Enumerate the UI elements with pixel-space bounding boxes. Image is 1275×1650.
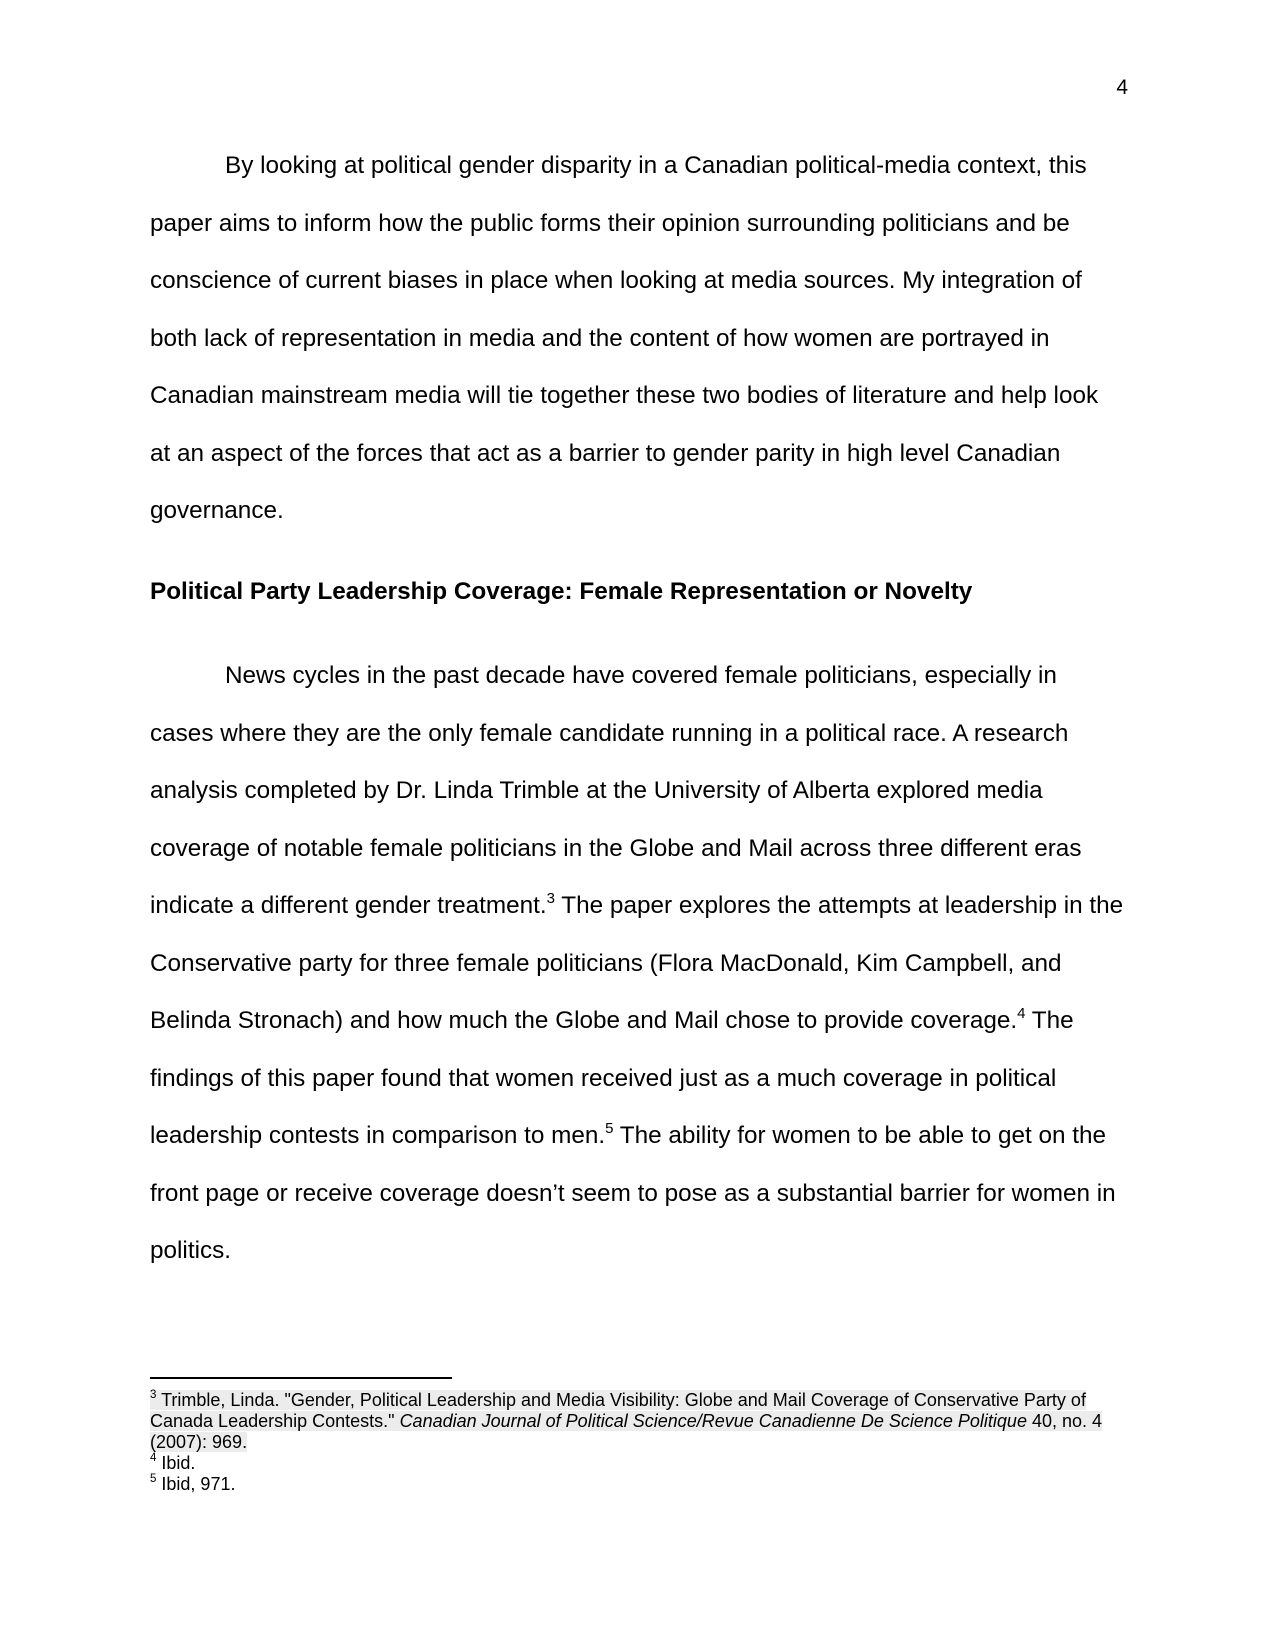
footnotes bbox=[150, 1390, 1125, 1495]
footnote-number: 3 bbox=[150, 1389, 157, 1401]
coverage-text-part2: The paper explores the attempts at leadership in the Conservative party for three female politicians (Flora MacDonald, Kim Campbell, and Belinda Stronach) and how much the Globe and Mail chose to provide coverage. bbox=[150, 892, 1124, 1034]
footnote-number: 5 bbox=[150, 1473, 157, 1485]
journal-title: Canadian Journal of Political Science/Revue Canadienne De Science Politique bbox=[399, 1411, 1027, 1431]
footnote-ref-3[interactable]: 3 bbox=[546, 889, 555, 907]
footnote-3-highlight bbox=[150, 1390, 1102, 1452]
footnote-text: Ibid. bbox=[156, 1453, 196, 1473]
intro-paragraph bbox=[150, 137, 1125, 540]
footnote-4 bbox=[150, 1453, 1125, 1474]
footnote-separator bbox=[150, 1377, 452, 1379]
footnote-ref-5[interactable]: 5 bbox=[605, 1119, 614, 1137]
footnote-3 bbox=[150, 1390, 1125, 1453]
footnote-text: 40, no. 4 (2007): 969. bbox=[150, 1411, 1103, 1452]
coverage-text-part3: The findings of this paper found that women received just as a much coverage in political leadership contests in comparison to men. bbox=[150, 1007, 1074, 1149]
footnote-text: Ibid, 971. bbox=[156, 1474, 236, 1494]
section-heading: Political Party Leadership Coverage: Female Representation or Novelty bbox=[150, 578, 973, 605]
coverage-paragraph bbox=[150, 647, 1125, 1280]
footnote-ref-4[interactable]: 4 bbox=[1017, 1004, 1026, 1022]
intro-paragraph-text: By looking at political gender disparity in a Canadian political-media context, this paper aims to inform how the public forms their opinion surrounding politicians and be conscience of current biases in place when looking at media sources. My integration of both lack of representation in media and the content of how women are portrayed in Canadian mainstream media will tie together these two bodies of literature and help look at an aspect of the forces that act as a barrier to gender parity in high level Canadian governance. bbox=[150, 152, 1099, 524]
footnote-text: Trimble, Linda. "Gender, Political Leadership and Media Visibility: Globe and Mail Coverage of Conservative Party of Canada Leadership Contests." bbox=[150, 1390, 1086, 1431]
coverage-text-part1: News cycles in the past decade have covered female politicians, especially in cases where they are the only female candidate running in a political race. A research analysis completed by Dr. Linda Trimble at the University of Alberta explored media coverage of notable female politicians in the Globe and Mail across three different eras indicate a different gender treatment. bbox=[150, 662, 1082, 919]
page-number: 4 bbox=[1116, 76, 1128, 99]
footnote-number: 4 bbox=[150, 1452, 157, 1464]
footnote-5 bbox=[150, 1474, 1125, 1495]
coverage-text-part4: The ability for women to be able to get on the front page or receive coverage doesn’t seem to pose as a substantial barrier for women in politics. bbox=[150, 1122, 1116, 1264]
